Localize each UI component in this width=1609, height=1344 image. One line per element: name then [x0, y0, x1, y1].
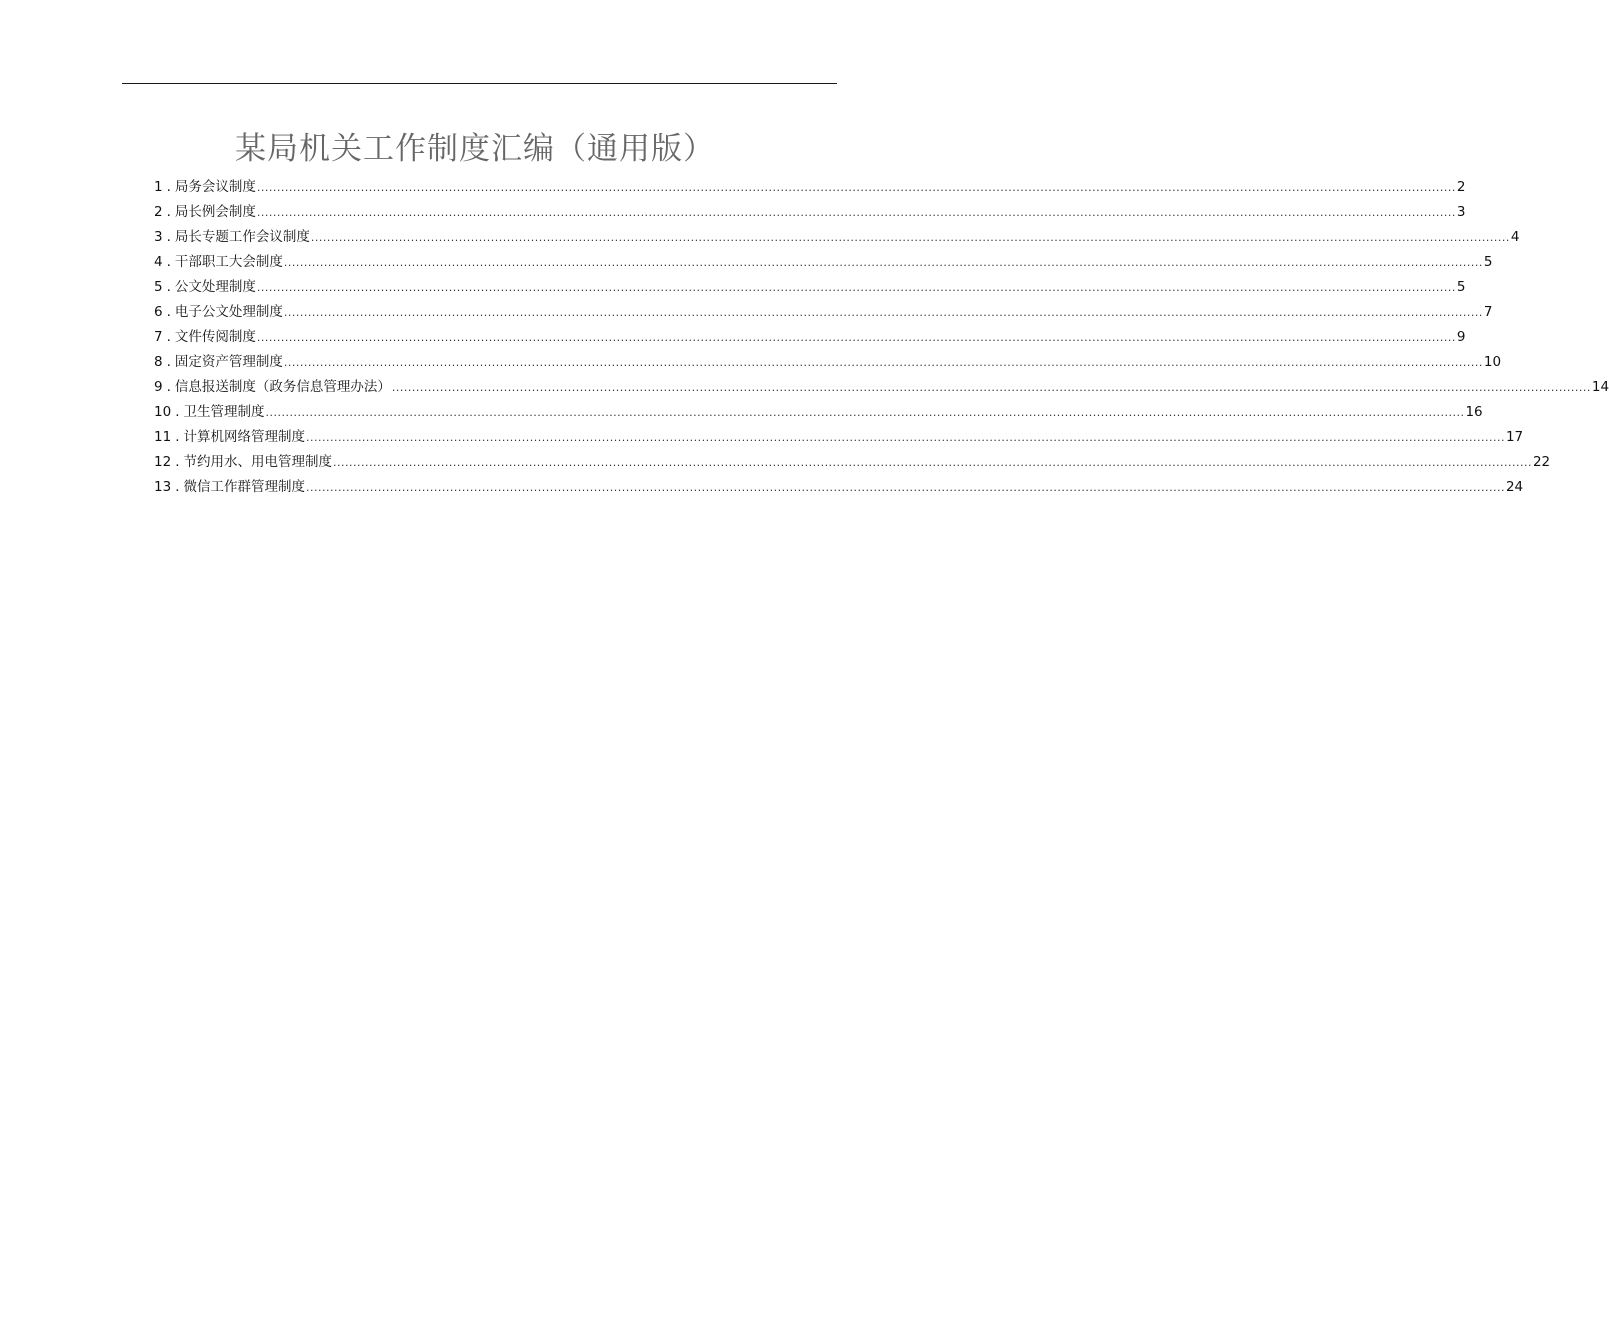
- toc-entry-title: 局长例会制度: [174, 204, 256, 220]
- toc-entry-page: 22: [1532, 454, 1551, 470]
- toc-entry-page: 7: [1483, 304, 1493, 320]
- toc-entry-page: 5: [1483, 254, 1493, 270]
- toc-entry-title: 卫生管理制度: [183, 404, 265, 420]
- toc-dot-leader: ............................................................................................................................................................................................................................................................................................................: [391, 381, 1591, 394]
- toc-entry[interactable]: [154, 175, 1466, 200]
- toc-entry-separator: .: [166, 179, 171, 195]
- toc-dot-leader: ............................................................................................................................................................................................................................................................................................................: [283, 356, 1483, 369]
- toc-entry-page: 9: [1456, 329, 1466, 345]
- toc-entry-number: 9: [154, 379, 163, 395]
- toc-entry[interactable]: [154, 275, 1466, 300]
- header-rule: [122, 83, 837, 84]
- toc-entry-number: 1: [154, 179, 163, 195]
- toc-entry-separator: .: [175, 429, 180, 445]
- toc-entry-separator: .: [166, 204, 171, 220]
- toc-entry-page: 3: [1456, 204, 1466, 220]
- toc-entry-number: 12: [154, 454, 172, 470]
- toc-entry-page: 14: [1591, 379, 1609, 395]
- toc-dot-leader: ............................................................................................................................................................................................................................................................................................................: [310, 231, 1510, 244]
- toc-entry-title: 微信工作群管理制度: [183, 479, 305, 495]
- toc-entry[interactable]: [154, 350, 1502, 375]
- toc-entry-number: 8: [154, 354, 163, 370]
- toc-entry-page: 17: [1505, 429, 1524, 445]
- toc-entry-separator: .: [166, 354, 171, 370]
- toc-entry-page: 4: [1510, 229, 1520, 245]
- toc-dot-leader: ............................................................................................................................................................................................................................................................................................................: [256, 206, 1456, 219]
- toc-entry-separator: .: [166, 254, 171, 270]
- toc-entry-separator: .: [166, 329, 171, 345]
- toc-entry[interactable]: [154, 425, 1524, 450]
- toc-entry[interactable]: [154, 450, 1551, 475]
- toc-entry[interactable]: [154, 325, 1466, 350]
- toc-entry-page: 5: [1456, 279, 1466, 295]
- toc-entry-title: 信息报送制度（政务信息管理办法）: [174, 379, 391, 395]
- toc-entry-title: 节约用水、用电管理制度: [183, 454, 332, 470]
- toc-entry-separator: .: [166, 379, 171, 395]
- toc-dot-leader: ............................................................................................................................................................................................................................................................................................................: [265, 406, 1465, 419]
- toc-entry-number: 10: [154, 404, 172, 420]
- toc-dot-leader: ............................................................................................................................................................................................................................................................................................................: [256, 281, 1456, 294]
- toc-entry[interactable]: [154, 375, 1609, 400]
- toc-entry-title: 局长专题工作会议制度: [174, 229, 310, 245]
- toc-entry-number: 3: [154, 229, 163, 245]
- toc-entry-page: 24: [1505, 479, 1524, 495]
- toc-entry[interactable]: [154, 300, 1493, 325]
- toc-entry[interactable]: [154, 475, 1524, 500]
- toc-entry-separator: .: [166, 279, 171, 295]
- toc-dot-leader: ............................................................................................................................................................................................................................................................................................................: [256, 331, 1456, 344]
- toc-entry-title: 干部职工大会制度: [174, 254, 283, 270]
- toc-entry-title: 固定资产管理制度: [174, 354, 283, 370]
- toc-dot-leader: ............................................................................................................................................................................................................................................................................................................: [283, 256, 1483, 269]
- toc-entry-number: 13: [154, 479, 172, 495]
- toc-entry-separator: .: [166, 229, 171, 245]
- toc-entry-number: 7: [154, 329, 163, 345]
- toc-entry-number: 5: [154, 279, 163, 295]
- toc-entry-title: 电子公文处理制度: [174, 304, 283, 320]
- toc-dot-leader: ............................................................................................................................................................................................................................................................................................................: [305, 431, 1505, 444]
- toc-entry-page: 16: [1465, 404, 1483, 420]
- toc-entry-title: 计算机网络管理制度: [183, 429, 305, 445]
- toc-entry-page: 2: [1456, 179, 1466, 195]
- toc-entry-number: 11: [154, 429, 172, 445]
- toc-entry-separator: .: [175, 454, 180, 470]
- toc-dot-leader: ............................................................................................................................................................................................................................................................................................................: [256, 181, 1456, 194]
- toc-entry[interactable]: [154, 225, 1520, 250]
- toc-entry[interactable]: [154, 200, 1466, 225]
- toc-dot-leader: ............................................................................................................................................................................................................................................................................................................: [283, 306, 1483, 319]
- toc-entry[interactable]: [154, 400, 1483, 425]
- toc-entry-number: 2: [154, 204, 163, 220]
- toc-entry-separator: .: [175, 479, 180, 495]
- toc-dot-leader: ............................................................................................................................................................................................................................................................................................................: [332, 456, 1532, 469]
- table-of-contents: [154, 175, 1609, 500]
- toc-entry-number: 4: [154, 254, 163, 270]
- toc-entry-separator: .: [175, 404, 180, 420]
- toc-entry-title: 公文处理制度: [174, 279, 256, 295]
- toc-entry-page: 10: [1483, 354, 1502, 370]
- toc-entry-separator: .: [166, 304, 171, 320]
- toc-dot-leader: ............................................................................................................................................................................................................................................................................................................: [305, 481, 1505, 494]
- document-title: 某局机关工作制度汇编（通用版）: [235, 131, 715, 167]
- toc-entry-title: 局务会议制度: [174, 179, 256, 195]
- toc-entry-number: 6: [154, 304, 163, 320]
- toc-entry-title: 文件传阅制度: [174, 329, 256, 345]
- toc-entry[interactable]: [154, 250, 1493, 275]
